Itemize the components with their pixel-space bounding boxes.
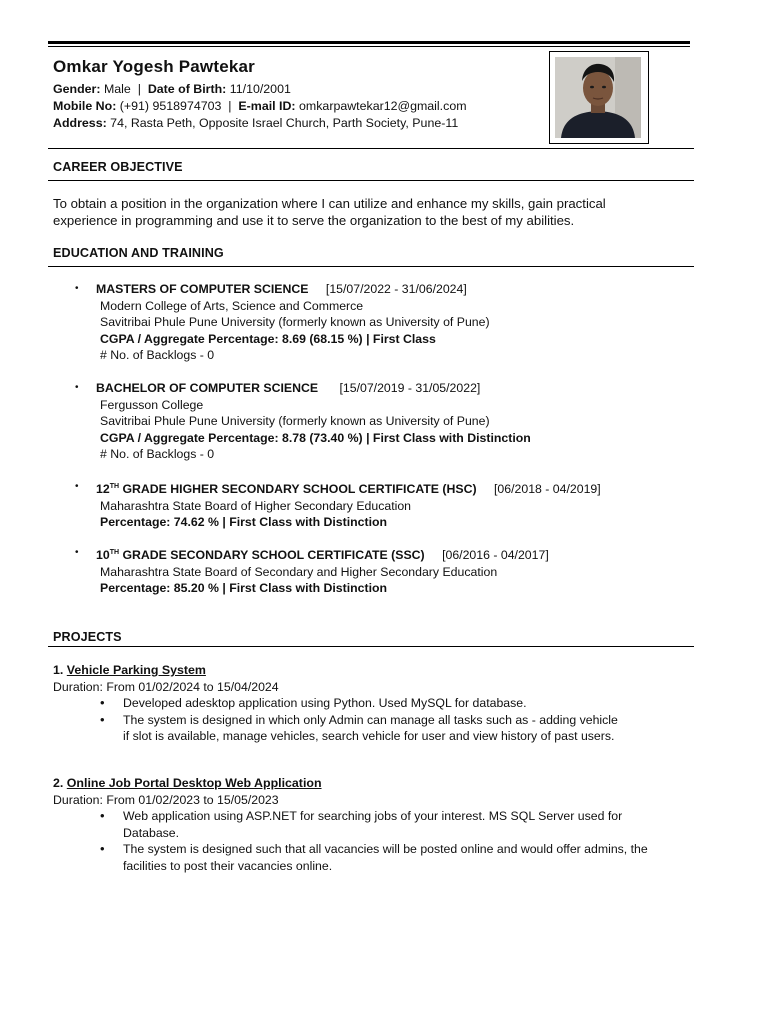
career-objective-text: [53, 195, 673, 229]
grade: Percentage: 85.20 % | First Class with Distinction: [100, 581, 388, 596]
mobile-label: Mobile No:: [53, 98, 117, 113]
education-item-body: [96, 281, 656, 364]
university: Savitribai Phule Pune University (formerly known as University of Pune): [100, 414, 490, 428]
grade-number: 10: [96, 548, 110, 563]
project-duration: Duration: From 01/02/2024 to 15/04/2024: [53, 680, 279, 694]
address-value: 74, Rasta Peth, Opposite Israel Church, Parth Society, Pune-11: [110, 115, 459, 130]
education-item-body: [96, 479, 656, 531]
person-portrait-icon: [555, 57, 641, 138]
career-text-line: To obtain a position in the organization where I can utilize and enhance my skills, gain practical: [53, 196, 606, 211]
project-number: 1.: [53, 663, 64, 677]
degree-title: BACHELOR OF COMPUTER SCIENCE: [96, 381, 319, 395]
board: Maharashtra State Board of Higher Secondary Education: [100, 498, 412, 513]
bullet-icon: •: [75, 382, 79, 393]
bullet-icon: •: [75, 547, 79, 558]
education-item-body: [96, 380, 656, 463]
project-points: [100, 808, 660, 874]
grade: CGPA / Aggregate Percentage: 8.69 (68.15 %) | First Class: [100, 331, 436, 346]
project-title: Online Job Portal Desktop Web Application: [66, 776, 322, 790]
degree-title-rest: GRADE HIGHER SECONDARY SCHOOL CERTIFICATE (HSC): [119, 482, 477, 497]
university: Savitribai Phule Pune University (formerly known as University of Pune): [100, 315, 490, 329]
education-item-body: [96, 545, 656, 597]
bullet-icon: •: [100, 695, 105, 710]
institution: Modern College of Arts, Science and Commerce: [100, 298, 364, 313]
address-label: Address:: [53, 115, 107, 130]
degree-dates: [06/2018 - 04/2019]: [494, 482, 601, 497]
project-point: [100, 695, 660, 712]
degree-title-rest: GRADE SECONDARY SCHOOL CERTIFICATE (SSC): [119, 548, 425, 563]
gender-dob-line: [53, 81, 533, 98]
address-line: [53, 115, 533, 132]
project-title-row: [53, 663, 206, 677]
project-points: [100, 695, 660, 745]
contact-line: [53, 98, 533, 115]
projects-heading: PROJECTS: [53, 630, 122, 644]
section-rule: [48, 646, 694, 647]
degree-title: [96, 482, 477, 496]
backlogs: # No. of Backlogs - 0: [100, 348, 215, 362]
ordinal-suffix: TH: [109, 483, 120, 490]
ordinal-suffix: TH: [109, 549, 120, 556]
bullet-icon: •: [75, 481, 79, 492]
section-rule: [48, 180, 694, 181]
section-rule: [48, 266, 694, 267]
section-rule: [48, 148, 694, 149]
degree-title: [96, 548, 425, 562]
project-point-text: Web application using ASP.NET for searching jobs of your interest. MS SQL Server used for Database.: [123, 809, 623, 840]
degree-title: MASTERS OF COMPUTER SCIENCE: [96, 282, 309, 296]
dob-label: Date of Birth:: [147, 82, 227, 96]
project-point: [100, 712, 623, 745]
bullet-icon: •: [100, 711, 105, 727]
backlogs: # No. of Backlogs - 0: [100, 447, 215, 461]
degree-dates: [15/07/2019 - 31/05/2022]: [339, 381, 481, 395]
project-point-text: The system is designed such that all vacancies will be posted online and would offer admins, the facilities to post their vacancies online.: [123, 842, 648, 873]
degree-dates: [15/07/2022 - 31/06/2024]: [325, 282, 467, 296]
email-value: omkarpawtekar12@gmail.com: [299, 98, 467, 113]
gender-label: Gender:: [53, 82, 101, 96]
education-title-row: [96, 545, 656, 564]
mobile-value: (+91) 9518974703: [119, 98, 222, 113]
personal-info: [53, 57, 533, 131]
education-title-row: [96, 380, 656, 397]
email-label: E-mail ID:: [238, 98, 296, 113]
grade: Percentage: 74.62 % | First Class with Distinction: [100, 515, 388, 530]
career-objective-heading: CAREER OBJECTIVE: [53, 160, 183, 174]
separator: |: [228, 98, 232, 113]
career-text-line: experience in programming and use it to serve the organization to the best of my abilities.: [53, 213, 575, 228]
project-number: 2.: [53, 776, 64, 790]
grade: CGPA / Aggregate Percentage: 8.78 (73.40 %) | First Class with Distinction: [100, 430, 531, 445]
candidate-name: Omkar Yogesh Pawtekar: [53, 57, 255, 76]
gender-value: Male: [103, 82, 131, 96]
institution: Fergusson College: [100, 397, 204, 412]
profile-photo: [555, 57, 641, 138]
bullet-icon: •: [100, 841, 105, 856]
top-rule-thin: [48, 46, 690, 47]
project-point-text: Developed adesktop application using Python. Used MySQL for database.: [123, 696, 527, 710]
degree-dates: [06/2016 - 04/2017]: [442, 548, 549, 563]
project-point: [100, 808, 648, 841]
bullet-icon: •: [100, 808, 105, 823]
dob-value: 11/10/2001: [229, 82, 291, 96]
project-point: [100, 841, 663, 874]
education-title-row: [96, 479, 656, 498]
project-title-row: [53, 776, 322, 790]
top-rule: [48, 41, 690, 44]
separator: |: [137, 82, 141, 96]
project-title: Vehicle Parking System: [66, 663, 206, 677]
education-title-row: [96, 281, 656, 298]
grade-number: 12: [96, 482, 110, 497]
bullet-icon: •: [75, 283, 79, 294]
board: Maharashtra State Board of Secondary and Higher Secondary Education: [100, 564, 498, 579]
education-heading: EDUCATION AND TRAINING: [53, 246, 224, 260]
project-point-text: The system is designed in which only Admin can manage all tasks such as - adding vehicle if slot is available, manage vehicles, search vehicle for user and view history of past users.: [123, 712, 618, 743]
project-duration: Duration: From 01/02/2023 to 15/05/2023: [53, 793, 279, 807]
profile-photo-frame: [549, 51, 649, 144]
